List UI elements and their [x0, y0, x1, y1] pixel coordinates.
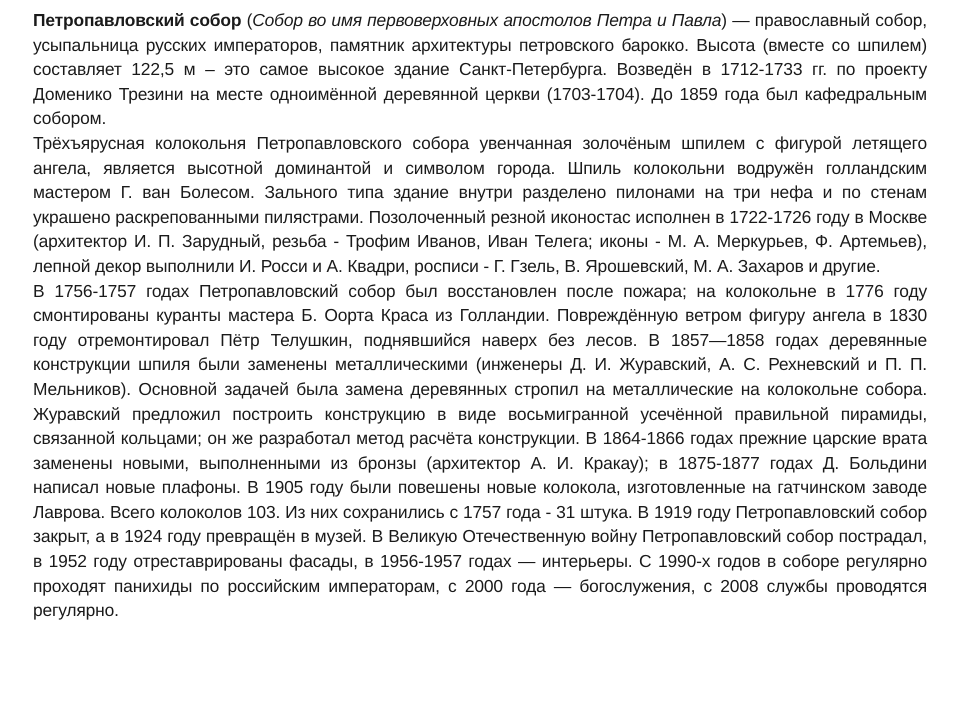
- paren-open: (: [241, 10, 253, 30]
- slide-text-body: [33, 8, 927, 714]
- paragraph-intro: [33, 8, 927, 131]
- paragraph-history: В 1756-1757 годах Петропавловский собор был восстановлен после пожара; на колокольне в 1776 году смонтированы куранты мастера Б. Оорта Краса из Голландии. Повреждённую ветром фигуру ангела в 1830 году отремонтировал Пётр Телушкин, поднявшийся наверх без лесов. В 1857—1858 годах деревянные конструкции шпиля были заменены металлическими (инженеры Д. И. Журавский, А. С. Рехневский и П. П. Мельников). Основной задачей была замена деревянных стропил на металлические на колокольне собора. Журавский предложил построить конструкцию в виде восьмигранной усечённой правильной пирамиды, связанной кольцами; он же разработал метод расчёта конструкции. В 1864-1866 годах прежние царские врата заменены новыми, выполненными из бронзы (архитектор А. И. Кракау); в 1875-1877 годах Д. Больдини написал новые плафоны. В 1905 году были повешены новые колокола, изготовленные на гатчинском заводе Лаврова. Всего колоколов 103. Из них сохранились с 1757 года - 31 штука. В 1919 году Петропавловский собор закрыт, а в 1924 году превращён в музей. В Великую Отечественную войну Петропавловский собор пострадал, в 1952 году отреставрированы фасады, в 1956-1957 годах — интерьеры. С 1990-х годов в соборе регулярно проходят панихиды по российским императорам, с 2000 года — богослужения, с 2008 службы проводятся регулярно.: [33, 280, 927, 621]
- paragraph-bell-tower: Трёхъярусная колокольня Петропавловского собора увенчанная золочёным шпилем с фигурой летящего ангела, является высотной доминантой и символом города. Шпиль колокольни водружён голландским мастером Г. ван Болесом. Зального типа здание внутри разделено пилонами на три нефа и по стенам украшено раскрепованными пилястрами. Позолоченный резной иконостас исполнен в 1722-1726 году в Москве (архитектор И. П. Зарудный, резьба - Трофим Иванов, Иван Телега; иконы - М. А. Меркурьев, Ф. Артемьев), лепной декор выполнили И. Росси и А. Квадри, росписи - Г. Гзель, В. Ярошевский, М. А. Захаров и другие.: [33, 132, 927, 276]
- cathedral-name: Петропавловский собор: [33, 10, 242, 30]
- cathedral-full-name: Собор во имя первоверховных апостолов Петра и Павла: [252, 10, 722, 30]
- intro-text: ) — православный собор, усыпальница русских императоров, памятник архитектуры петровского барокко. Высота (вместе со шпилем) составляет 122,5 м – это самое высокое здание Санкт-Петербурга. Возведён в 1712-1733 гг. по проекту Доменико Трезини на месте одноимённой деревянной церкви (1703-1704). До 1859 года был кафедральным собором.: [33, 10, 927, 129]
